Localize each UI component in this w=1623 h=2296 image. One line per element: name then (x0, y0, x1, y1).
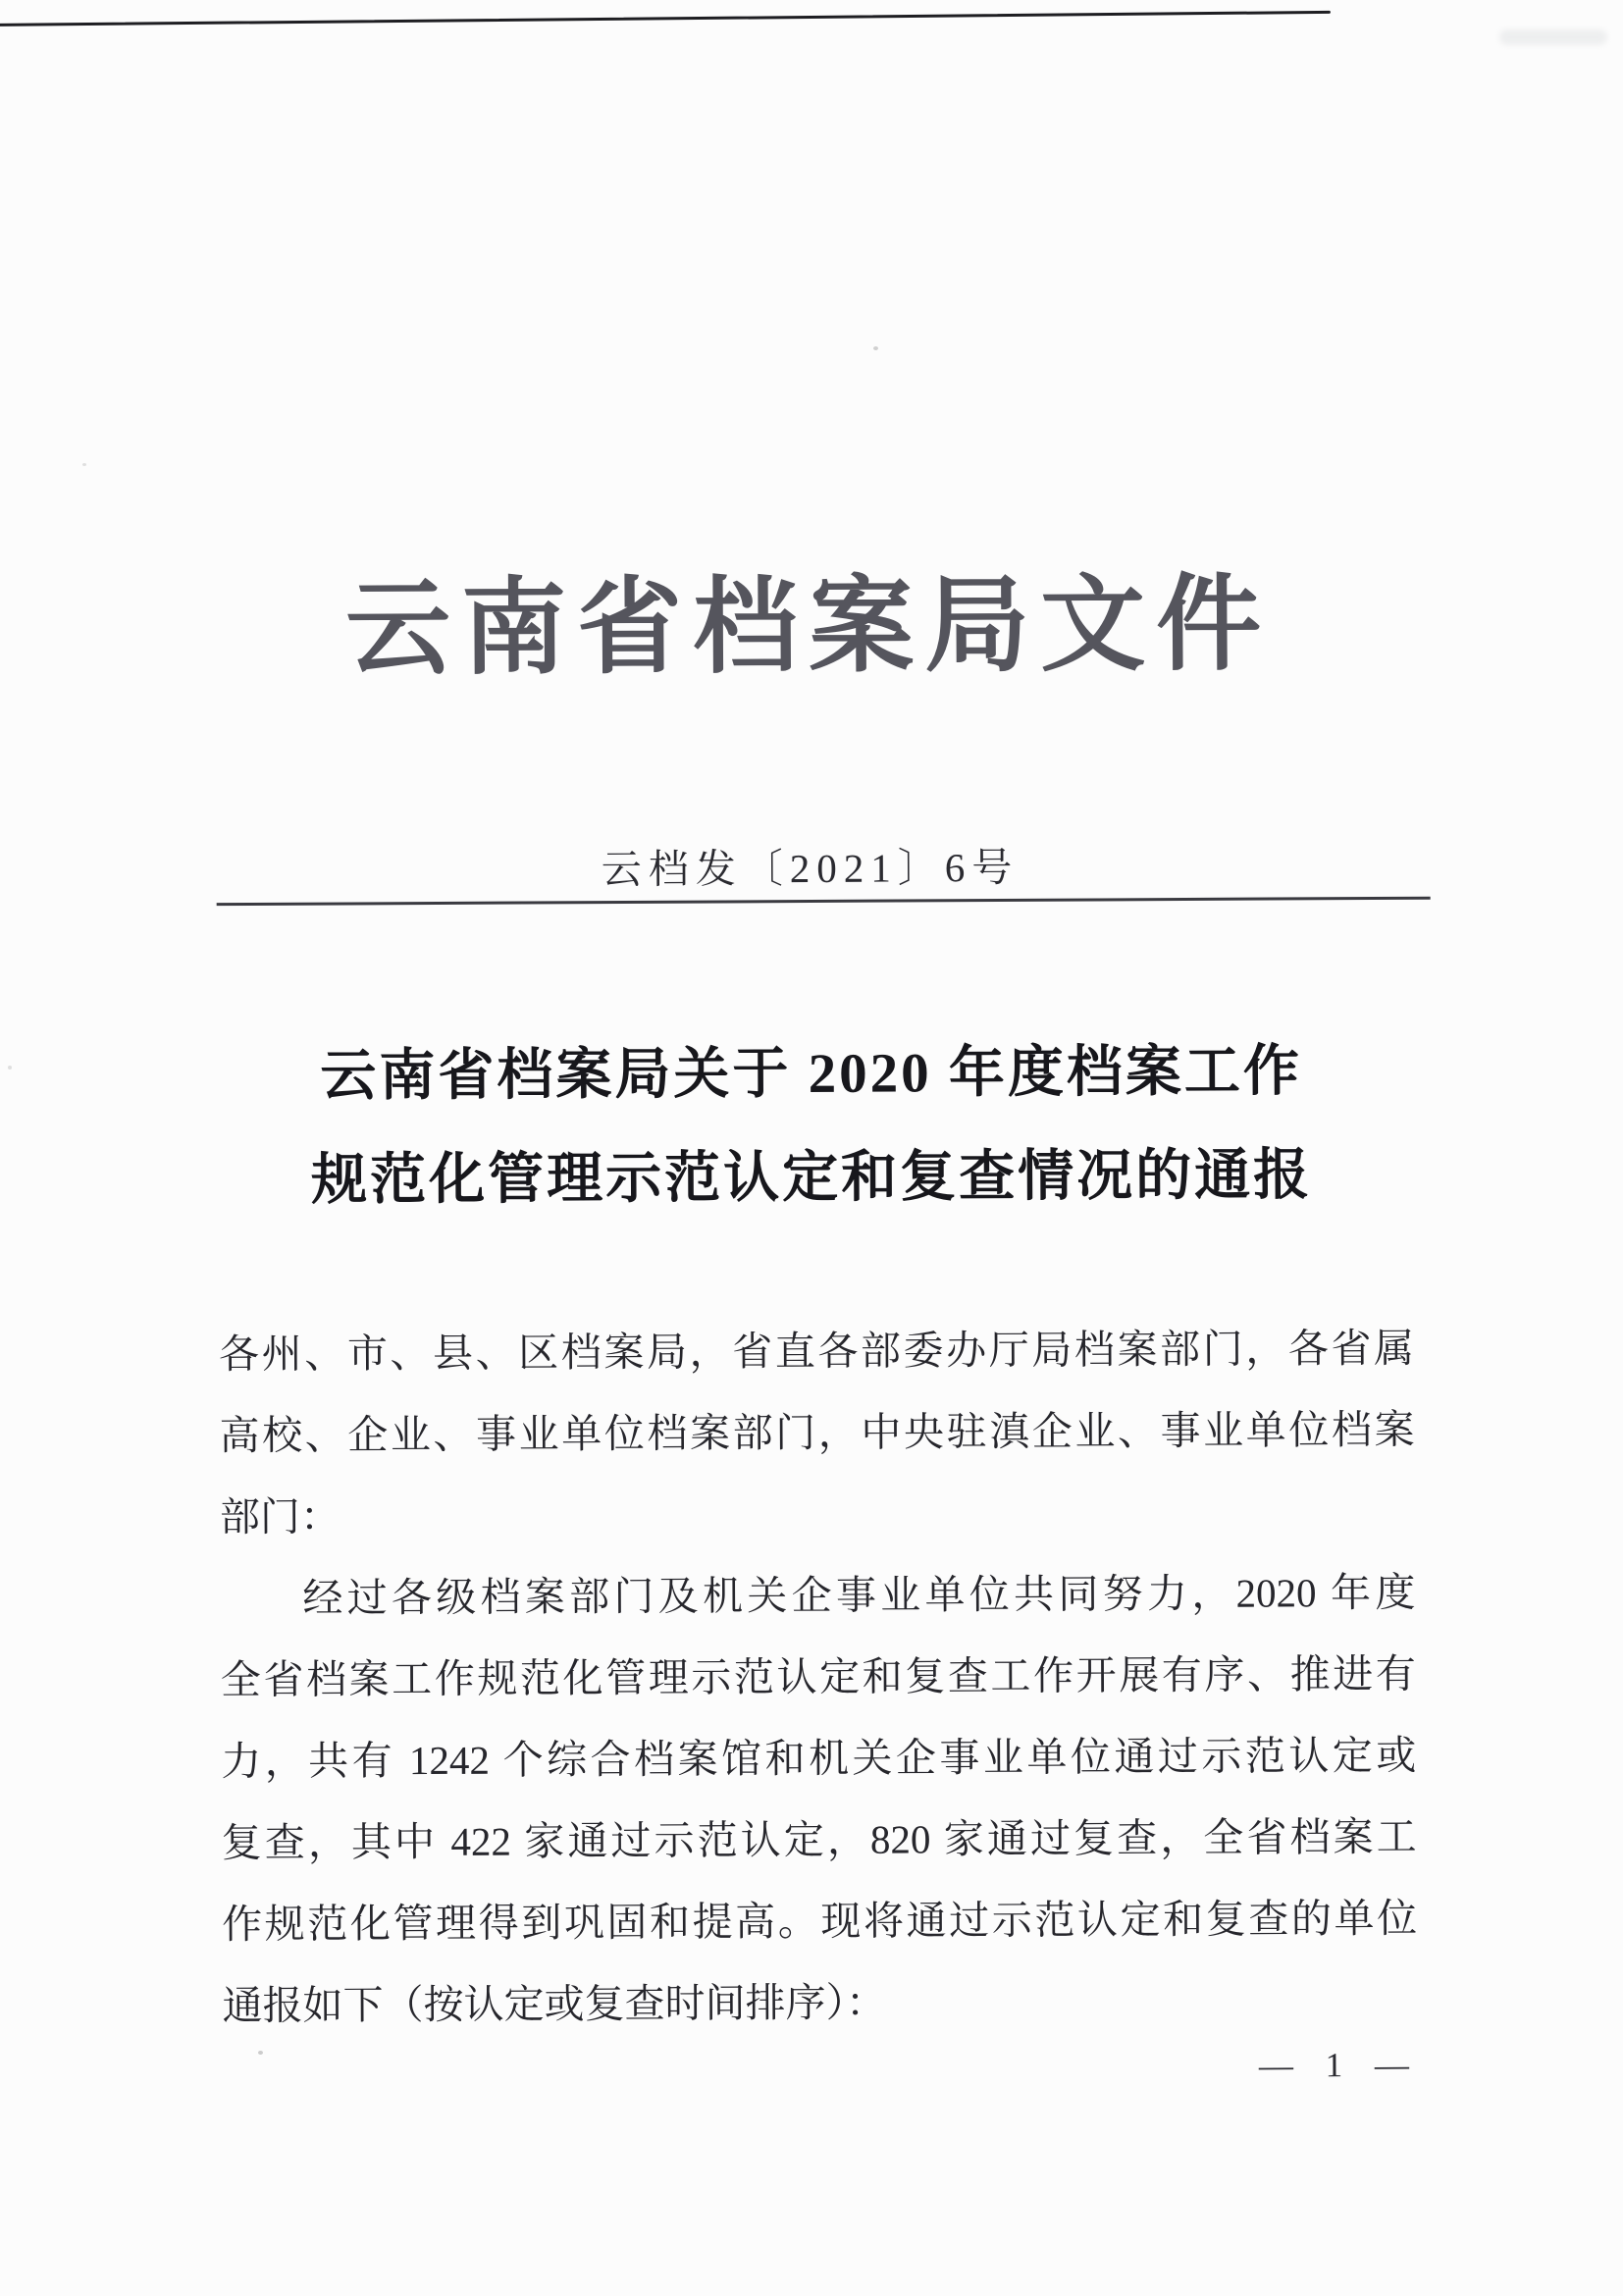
title-line-2: 规范化管理示范认定和复查情况的通报 (311, 1144, 1313, 1212)
body-line: 复查，其中 422 家通过示范认定，820 家通过复查，全省档案工 (221, 1813, 1417, 1866)
document-issuer-title: 云南省档案局文件 (344, 567, 1273, 689)
body-line: 各州、市、县、区档案局，省直各部委办厅局档案部门，各省属 (218, 1325, 1415, 1378)
title-line-1: 云南省档案局关于 2020 年度档案工作 (320, 1040, 1303, 1108)
header-separator-line (217, 897, 1431, 906)
body-line: 通报如下（按认定或复查时间排序）： (222, 1979, 887, 2029)
body-line: 经过各级档案部门及机关企事业单位共同努力，2020 年度 (302, 1569, 1416, 1621)
body-line: 力，共有 1242 个综合档案馆和机关企事业单位通过示范认定或 (221, 1732, 1417, 1785)
body-line: 作规范化管理得到巩固和提高。现将通过示范认定和复查的单位 (222, 1895, 1418, 1948)
body-line: 全省档案工作规范化管理示范认定和复查工作开展有序、推进有 (220, 1650, 1416, 1703)
page-number: — 1 — (1258, 2045, 1422, 2085)
body-line: 部门： (219, 1493, 341, 1540)
document-number: 云档发〔2021〕6号 (601, 844, 1020, 893)
body-line: 高校、企业、事业单位档案部门，中央驻滇企业、事业单位档案 (219, 1406, 1415, 1459)
document-body (219, 1308, 1418, 2047)
document-title (0, 1018, 1623, 1235)
